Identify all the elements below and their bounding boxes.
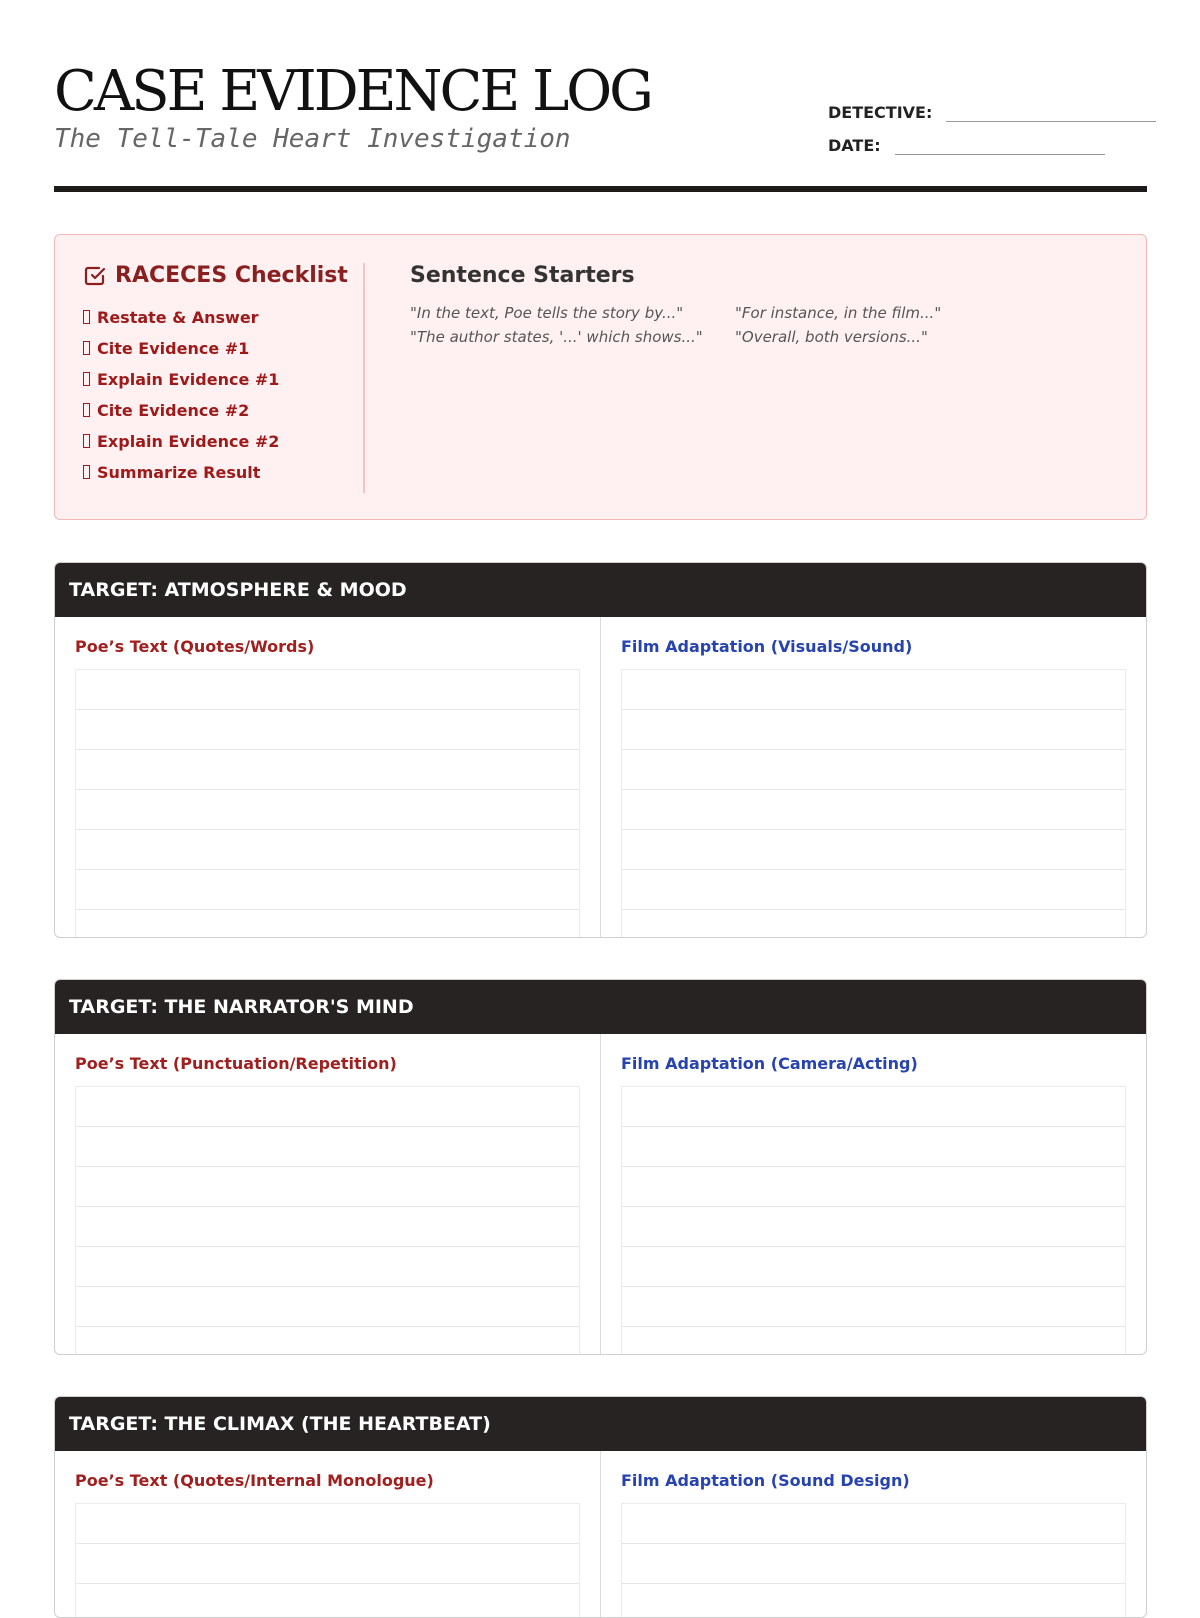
checklist-item-label: Cite Evidence #1: [97, 339, 250, 358]
poe-text-label: Poe’s Text (Quotes/Internal Monologue): [75, 1471, 434, 1490]
section-atmosphere: [54, 562, 1147, 938]
film-writing-area[interactable]: [621, 1086, 1126, 1355]
starter-text: "The author states, '...' which shows...": [410, 328, 703, 346]
raceces-checklist: [83, 263, 365, 493]
starter-text: "Overall, both versions...": [735, 328, 928, 346]
checklist-title: RACECES Checklist: [115, 263, 348, 288]
header-rule: [54, 186, 1147, 192]
checklist-item-label: Cite Evidence #2: [97, 401, 250, 420]
section-climax: [54, 1396, 1147, 1618]
checklist-item-label: Restate & Answer: [97, 308, 259, 327]
date-field[interactable]: [828, 125, 1105, 155]
detective-line[interactable]: [946, 99, 1156, 122]
poe-text-writing-area[interactable]: [75, 1086, 580, 1355]
date-line[interactable]: [895, 132, 1105, 155]
checkbox-icon[interactable]: [83, 465, 90, 479]
film-label: Film Adaptation (Visuals/Sound): [621, 637, 913, 656]
section-narrator-mind: [54, 979, 1147, 1355]
section-body: [55, 1451, 1146, 1618]
film-writing-area[interactable]: [621, 1503, 1126, 1618]
poe-text-label: Poe’s Text (Punctuation/Repetition): [75, 1054, 397, 1073]
film-column: [601, 1451, 1146, 1618]
checklist-item-label: Explain Evidence #1: [97, 370, 280, 389]
sentence-starters: [410, 263, 1110, 346]
page-title: CASE EVIDENCE LOG: [54, 59, 651, 124]
section-body: [55, 617, 1146, 938]
check-square-icon: [83, 264, 107, 288]
checkbox-icon[interactable]: [83, 403, 90, 417]
checklist-item[interactable]: [83, 364, 363, 395]
starters-grid: [410, 304, 1110, 346]
detective-label: DETECTIVE:: [828, 103, 933, 122]
poe-text-writing-area[interactable]: [75, 669, 580, 938]
checkbox-icon[interactable]: [83, 434, 90, 448]
film-column: [601, 617, 1146, 938]
film-label: Film Adaptation (Camera/Acting): [621, 1054, 918, 1073]
film-writing-area[interactable]: [621, 669, 1126, 938]
checklist-item[interactable]: [83, 302, 363, 333]
section-title: TARGET: THE CLIMAX (THE HEARTBEAT): [55, 1397, 1146, 1451]
detective-field[interactable]: [828, 92, 1156, 122]
checkbox-icon[interactable]: [83, 341, 90, 355]
checklist-item-label: Explain Evidence #2: [97, 432, 280, 451]
checklist-panel: [54, 234, 1147, 520]
starters-title: Sentence Starters: [410, 263, 635, 288]
date-label: DATE:: [828, 136, 881, 155]
starter-text: "In the text, Poe tells the story by...": [410, 304, 684, 322]
checklist-item[interactable]: [83, 457, 363, 488]
poe-text-label: Poe’s Text (Quotes/Words): [75, 637, 315, 656]
section-title: TARGET: THE NARRATOR'S MIND: [55, 980, 1146, 1034]
film-label: Film Adaptation (Sound Design): [621, 1471, 910, 1490]
checklist-item[interactable]: [83, 395, 363, 426]
poe-text-column: [55, 617, 601, 938]
poe-text-column: [55, 1034, 601, 1355]
starter-text: "For instance, in the film...": [735, 304, 942, 322]
checklist-items: [83, 302, 363, 488]
film-column: [601, 1034, 1146, 1355]
page-header: [54, 60, 1147, 190]
checkbox-icon[interactable]: [83, 372, 90, 386]
checklist-item[interactable]: [83, 333, 363, 364]
poe-text-column: [55, 1451, 601, 1618]
page-subtitle: The Tell-Tale Heart Investigation: [54, 124, 571, 154]
section-body: [55, 1034, 1146, 1355]
section-title: TARGET: ATMOSPHERE & MOOD: [55, 563, 1146, 617]
checklist-heading: [83, 263, 363, 288]
checklist-item[interactable]: [83, 426, 363, 457]
checklist-item-label: Summarize Result: [97, 463, 261, 482]
checkbox-icon[interactable]: [83, 310, 90, 324]
poe-text-writing-area[interactable]: [75, 1503, 580, 1618]
